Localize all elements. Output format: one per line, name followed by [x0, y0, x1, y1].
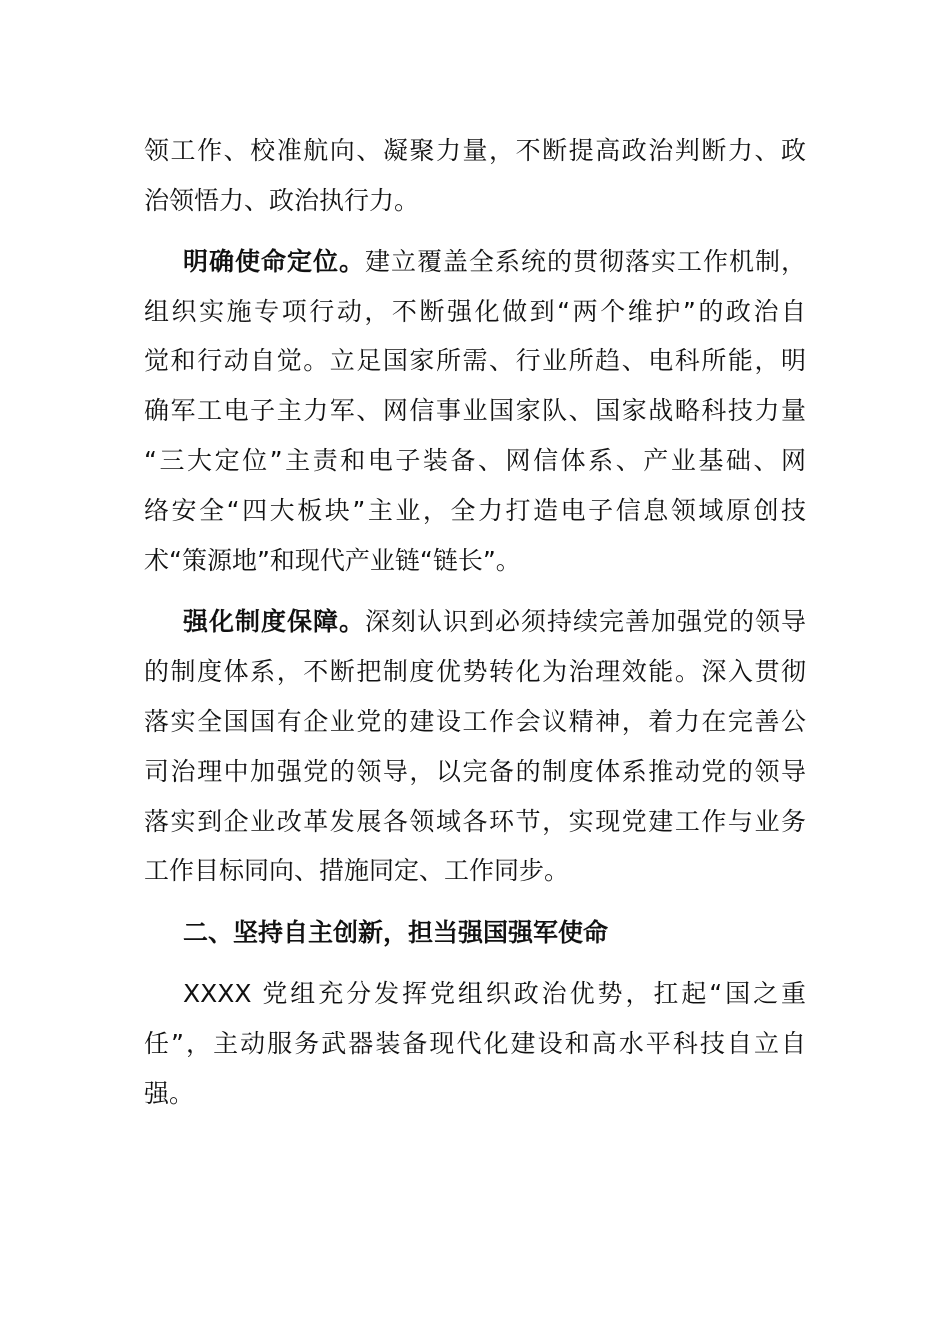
paragraph-4-line-3: 强。: [144, 1079, 195, 1108]
paragraph-2-line-7: 术“策源地”和现代产业链“链长”。: [144, 546, 521, 575]
paragraph-1-line-1: 领工作、校准航向、凝聚力量，不断提高政治判断力、政: [144, 136, 806, 165]
paragraph-2-line-1: [183, 237, 806, 287]
paragraph-2-line-6: 络安全“四大板块”主业，全力打造电子信息领域原创技: [144, 496, 806, 525]
paragraph-1-line-2: 治领悟力、政治执行力。: [144, 186, 420, 215]
paragraph-3-line-4: 司治理中加强党的领导，以完备的制度体系推动党的领导: [144, 757, 806, 786]
paragraph-2-line-2: 组织实施专项行动，不断强化做到“两个维护”的政治自: [144, 297, 806, 326]
paragraph-4-line-2: 任”，主动服务武器装备现代化建设和高水平科技自立自: [144, 1029, 806, 1058]
paragraph-2-line-1-text: 建立覆盖全系统的贯彻落实工作机制，: [365, 247, 806, 276]
paragraph-3-heading: 强化制度保障。: [183, 607, 365, 636]
section-heading: 二、坚持自主创新，担当强国强军使命: [183, 918, 609, 947]
paragraph-3-line-5: 落实到企业改革发展各领域各环节，实现党建工作与业务: [144, 807, 806, 836]
paragraph-3-line-3: 落实全国国有企业党的建设工作会议精神，着力在完善公: [144, 707, 806, 736]
paragraph-2-line-5: “三大定位”主责和电子装备、网信体系、产业基础、网: [144, 446, 806, 475]
paragraph-3-line-1: [183, 597, 806, 647]
paragraph-3-line-6: 工作目标同向、措施同定、工作同步。: [144, 856, 570, 885]
paragraph-3-line-2: 的制度体系，不断把制度优势转化为治理效能。深入贯彻: [144, 657, 806, 686]
paragraph-2-line-3: 觉和行动自觉。立足国家所需、行业所趋、电科所能，明: [144, 346, 806, 375]
paragraph-2-line-4: 确军工电子主力军、网信事业国家队、国家战略科技力量: [144, 396, 806, 425]
paragraph-3-line-1-text: 深刻认识到必须持续完善加强党的领导: [365, 607, 806, 636]
paragraph-2-heading: 明确使命定位。: [183, 247, 365, 276]
paragraph-4-line-1: XXXX 党组充分发挥党组织政治优势，扛起“国之重: [183, 979, 806, 1008]
